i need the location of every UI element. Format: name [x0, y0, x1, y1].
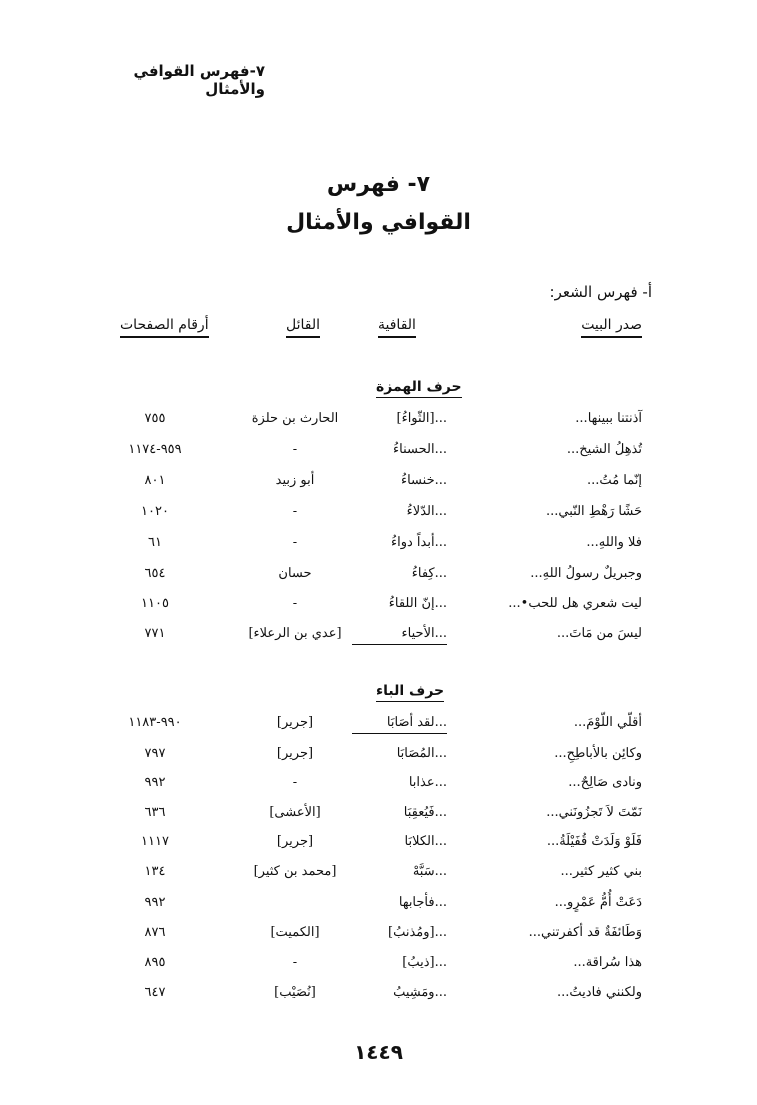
qail-cell: -	[292, 775, 298, 790]
table-row	[0, 564, 757, 592]
table-row	[0, 594, 757, 622]
qail-cell: أبو زبيد	[275, 473, 315, 488]
qafia-cell: ...الحسناءُ	[393, 442, 447, 457]
table-row	[0, 832, 757, 860]
table-row	[0, 440, 757, 468]
sadr-cell: وكائِن بالأباطِحِ...	[554, 746, 642, 761]
pages-cell: ٧٧١	[144, 626, 166, 641]
qail-cell: [الأعشى]	[269, 805, 321, 820]
table-row	[0, 862, 757, 890]
qafia-cell: ...الدّلاءُ	[406, 504, 447, 519]
table-row	[0, 471, 757, 499]
letter-heading-hamza: حرف الهمزة	[376, 378, 462, 398]
table-row	[0, 893, 757, 921]
qail-cell: -	[292, 535, 298, 550]
sadr-cell: وجبريلٌ رسولُ اللهِ...	[530, 566, 642, 581]
column-header-qail: القائل	[286, 316, 320, 338]
sadr-cell: حَشًا رَهْطِ النّبي...	[546, 504, 642, 519]
qail-cell: [عدي بن الرعلاء]	[248, 626, 342, 641]
qafia-cell: ...خنساءُ	[400, 473, 447, 488]
qail-cell: -	[292, 955, 298, 970]
qafia-cell: ...عذابا	[408, 775, 447, 790]
running-header: ٧-فهرس القوافي والأمثال	[133, 62, 265, 98]
table-row	[0, 953, 757, 981]
sadr-cell: دَعَتْ أُمُّ عَمْرٍو...	[554, 895, 642, 910]
qail-cell: -	[292, 442, 298, 457]
qail-cell: [الكميت]	[270, 925, 320, 940]
qafia-cell: ...الكلابَا	[404, 834, 447, 849]
qafia-cell: ...كِفاءُ	[411, 566, 447, 581]
qafia-cell: ...[ذيبُ]	[402, 955, 447, 970]
qail-cell: حسان	[278, 566, 312, 581]
pages-cell: ١١١٧	[141, 834, 169, 849]
pages-cell: ٨٠١	[144, 473, 166, 488]
qail-cell: [جرير]	[276, 746, 314, 761]
table-row	[0, 713, 757, 741]
qafia-cell: ...[الثّواءُ]	[396, 411, 447, 426]
qafia-cell: ...[ومُذنبُ]	[388, 925, 447, 940]
pages-cell: ٨٩٥	[144, 955, 166, 970]
column-header-pages: أرقام الصفحات	[120, 316, 209, 338]
sadr-cell: ليسَ من مَاتَ...	[556, 626, 642, 641]
qafia-cell: ...ومَشِيبُ	[393, 985, 447, 1000]
table-row	[0, 923, 757, 951]
qafia-cell: ...أبداً دواءُ	[391, 535, 447, 550]
pages-cell: ٦٣٦	[144, 805, 166, 820]
table-row	[0, 502, 757, 530]
qail-cell: الحارث بن حلزة	[251, 411, 339, 426]
pages-cell: ١٠٢٠	[141, 504, 169, 519]
table-row	[0, 803, 757, 831]
qail-cell: [جرير]	[276, 715, 314, 730]
page-number: ١٤٤٩	[354, 1040, 403, 1064]
pages-cell: ٩٥٩-١١٧٤	[128, 442, 182, 457]
pages-cell: ٧٩٧	[144, 746, 166, 761]
qail-cell: [جرير]	[276, 834, 314, 849]
pages-cell: ٦٤٧	[144, 985, 166, 1000]
sadr-cell: ونادى صَالِحٌ...	[568, 775, 642, 790]
pages-cell: ١١٠٥	[141, 596, 169, 611]
sadr-cell: فَلَوْ وَلَدَتْ قُفَيْلَةُ...	[546, 834, 642, 849]
qafia-cell: ...فَيُعقِبَا	[403, 805, 447, 820]
pages-cell: ٦١	[148, 535, 162, 550]
sadr-cell: ليت شعري هل للحب•...	[508, 596, 642, 611]
qafia-cell: ...إنّ اللقاءُ	[388, 596, 447, 611]
table-row	[0, 744, 757, 772]
pages-cell: ٦٥٤	[144, 566, 166, 581]
pages-cell: ٩٩٢	[144, 895, 166, 910]
qafia-cell: ...فأجابها	[398, 895, 447, 910]
sadr-cell: إنّما مُتُ...	[587, 473, 642, 488]
qail-cell: -	[292, 596, 298, 611]
sadr-cell: فلا واللهِ...	[586, 535, 642, 550]
sadr-cell: تُذهِلُ الشيخ...	[566, 442, 642, 457]
qafia-cell: ...الأحياء	[352, 624, 447, 645]
column-header-sadr: صدر البيت	[581, 316, 642, 338]
pages-cell: ٧٥٥	[144, 411, 166, 426]
pages-cell: ١٣٤	[144, 864, 166, 879]
sadr-cell: أقلّي اللّوْمَ...	[573, 715, 642, 730]
table-row	[0, 624, 757, 652]
sadr-cell: نَمّتَ لاَ تَجزُونَني...	[546, 805, 642, 820]
pages-cell: ٩٩٠-١١٨٣	[128, 715, 182, 730]
column-header-qafia: القافية	[378, 316, 416, 338]
table-row	[0, 983, 757, 1011]
section-label: أ- فهرس الشعر:	[549, 283, 652, 301]
page-title: ٧- فهرس	[326, 172, 431, 197]
pages-cell: ٨٧٦	[144, 925, 166, 940]
letter-heading-ba: حرف الباء	[376, 682, 444, 702]
qafia-cell: ...لقد أصَابَا	[352, 713, 447, 734]
sadr-cell: آذنتنا ببينها...	[575, 411, 642, 426]
page-subtitle: القوافي والأمثال	[286, 210, 471, 235]
pages-cell: ٩٩٢	[144, 775, 166, 790]
qail-cell: -	[292, 504, 298, 519]
sadr-cell: ولكنني فاديتُ...	[557, 985, 642, 1000]
table-row	[0, 773, 757, 801]
qail-cell: [محمد بن كثير]	[253, 864, 337, 879]
sadr-cell: وَطَائفَةٌ قد أكفرتني...	[528, 925, 642, 940]
qail-cell: [نُصَيْب]	[274, 985, 316, 1000]
table-row	[0, 533, 757, 561]
qafia-cell: ...المُصَابَا	[396, 746, 447, 761]
sadr-cell: هذا سُراقة...	[573, 955, 642, 970]
table-row	[0, 409, 757, 437]
sadr-cell: بني كثير كثير...	[560, 864, 642, 879]
qafia-cell: ...سَبَّهْ	[412, 864, 447, 879]
